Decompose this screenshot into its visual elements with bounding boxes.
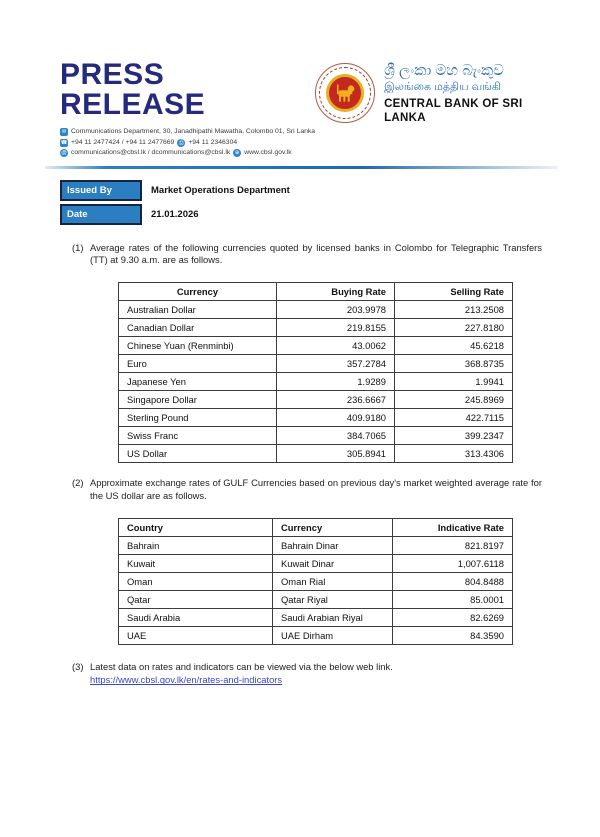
table-cell: 1,007.6118 xyxy=(393,554,513,572)
table-cell: 245.8969 xyxy=(395,391,513,409)
gulf-rates-table xyxy=(118,518,513,645)
table-cell: Australian Dollar xyxy=(119,301,277,319)
table-cell: 305.8941 xyxy=(277,445,395,463)
table-cell: 821.8197 xyxy=(393,536,513,554)
table-cell: Qatar xyxy=(119,590,273,608)
date-label: Date xyxy=(60,204,142,225)
table-cell: 84.3590 xyxy=(393,626,513,644)
bank-name-tamil: இலங்கை மத்திய வங்கி xyxy=(384,81,501,93)
table-row xyxy=(119,572,513,590)
fax-icon: ⎙ xyxy=(179,139,184,146)
table-row xyxy=(119,590,513,608)
table-row xyxy=(119,427,513,445)
central-bank-logo xyxy=(315,63,375,123)
table-cell: 384.7065 xyxy=(277,427,395,445)
table-row xyxy=(119,301,513,319)
tt-rates-table xyxy=(118,282,513,463)
contact-email-line xyxy=(60,148,315,159)
paragraph-1-text: Average rates of the following currencies quoted by licensed banks in Colombo for Telegraphic Transfers (TT) at 9.30 a.m. are as follows. xyxy=(90,241,542,266)
table-cell: 203.9978 xyxy=(277,301,395,319)
contact-website: www.cbsl.gov.lk xyxy=(244,149,292,156)
table-row xyxy=(119,626,513,644)
bank-brand xyxy=(315,61,550,125)
table-cell: 409.9180 xyxy=(277,409,395,427)
table-header-row xyxy=(119,283,513,301)
issue-meta-block xyxy=(60,180,600,225)
table-row xyxy=(119,355,513,373)
table-cell: Qatar Riyal xyxy=(273,590,393,608)
table-cell: 45.6218 xyxy=(395,337,513,355)
table-cell: 357.2784 xyxy=(277,355,395,373)
table-cell: Japanese Yen xyxy=(119,373,277,391)
header-divider xyxy=(45,166,558,169)
table-cell: UAE xyxy=(119,626,273,644)
table-row xyxy=(119,409,513,427)
table-cell: Saudi Arabia xyxy=(119,608,273,626)
document-header xyxy=(0,0,600,159)
table-cell: UAE Dirham xyxy=(273,626,393,644)
table-cell: 219.8155 xyxy=(277,319,395,337)
globe-icon: ⊕ xyxy=(234,150,240,157)
paragraph-2-text: Approximate exchange rates of GULF Currencies based on previous day's market weighted average rate for the US dollar are as follows. xyxy=(90,477,542,501)
table-cell: Euro xyxy=(119,355,277,373)
table-cell: 313.4306 xyxy=(395,445,513,463)
table-row xyxy=(119,319,513,337)
table-cell: Bahrain Dinar xyxy=(273,536,393,554)
paragraph-2 xyxy=(72,477,542,503)
paragraph-1 xyxy=(72,242,542,268)
column-header: Currency xyxy=(273,518,393,536)
bank-name-english: CENTRAL BANK OF SRI LANKA xyxy=(384,98,523,124)
contact-address-line xyxy=(60,127,315,138)
paragraph-3-text: Latest data on rates and indicators can be viewed via the below web link. xyxy=(90,660,393,672)
phone-icon: ☎ xyxy=(60,139,68,146)
table-cell: Oman Rial xyxy=(273,572,393,590)
contact-emails: communications@cbsl.lk / dcommunications@cbsl.lk xyxy=(71,149,231,156)
table-cell: Canadian Dollar xyxy=(119,319,277,337)
table-cell: 236.6667 xyxy=(277,391,395,409)
paragraph-1-number: (1) xyxy=(72,241,84,253)
table-cell: 399.2347 xyxy=(395,427,513,445)
contact-address: Communications Department, 30, Janadhipathi Mawatha, Colombo 01, Sri Lanka xyxy=(71,128,316,135)
table-row xyxy=(119,337,513,355)
table-cell: 43.0062 xyxy=(277,337,395,355)
rates-and-indicators-link[interactable]: https://www.cbsl.gov.lk/en/rates-and-indicators xyxy=(90,674,283,686)
table-cell: 227.8180 xyxy=(395,319,513,337)
issued-by-label: Issued By xyxy=(60,180,142,201)
table-row xyxy=(119,536,513,554)
column-header: Currency xyxy=(119,283,277,301)
mail-icon: ✉ xyxy=(61,129,67,136)
table-cell: Kuwait xyxy=(119,554,273,572)
column-header: Indicative Rate xyxy=(393,518,513,536)
table-cell: 1.9289 xyxy=(277,373,395,391)
logo-outer-ring xyxy=(319,67,371,119)
table-row xyxy=(119,554,513,572)
date-value: 21.01.2026 xyxy=(151,208,199,220)
table-cell: Swiss Franc xyxy=(119,427,277,445)
table-cell: 1.9941 xyxy=(395,373,513,391)
date-row xyxy=(60,204,600,225)
column-header: Buying Rate xyxy=(277,283,395,301)
table-cell: Oman xyxy=(119,572,273,590)
contact-block xyxy=(60,127,315,159)
table-cell: Saudi Arabian Riyal xyxy=(273,608,393,626)
paragraph-2-number: (2) xyxy=(72,477,84,489)
table-row xyxy=(119,373,513,391)
contact-fax: +94 11 2346304 xyxy=(188,138,238,146)
bank-name-sinhala: ශ්‍රී ලංකා මහ බැංකුව xyxy=(384,62,504,79)
paragraph-3-number: (3) xyxy=(72,660,84,672)
table-row xyxy=(119,391,513,409)
table-row xyxy=(119,445,513,463)
table-row xyxy=(119,608,513,626)
email-icon: @ xyxy=(61,150,67,157)
table-cell: 368.8735 xyxy=(395,355,513,373)
table-cell: Bahrain xyxy=(119,536,273,554)
table-cell: US Dollar xyxy=(119,445,277,463)
table-cell: Sterling Pound xyxy=(119,409,277,427)
issued-by-value: Market Operations Department xyxy=(151,184,290,196)
paragraph-3 xyxy=(72,661,542,674)
header-left xyxy=(60,60,315,159)
table-cell: Singapore Dollar xyxy=(119,391,277,409)
table-cell: Kuwait Dinar xyxy=(273,554,393,572)
contact-phone-line xyxy=(60,138,315,149)
column-header: Country xyxy=(119,518,273,536)
contact-phones: +94 11 2477424 / +94 11 2477669 xyxy=(71,138,175,146)
column-header: Selling Rate xyxy=(395,283,513,301)
table-cell: Chinese Yuan (Renminbi) xyxy=(119,337,277,355)
issued-by-row xyxy=(60,180,600,201)
bank-names xyxy=(384,61,550,125)
table-cell: 804.8488 xyxy=(393,572,513,590)
table-cell: 422.7115 xyxy=(395,409,513,427)
table-cell: 82.6269 xyxy=(393,608,513,626)
table-header-row xyxy=(119,518,513,536)
table-cell: 213.2508 xyxy=(395,301,513,319)
press-release-title: PRESS RELEASE xyxy=(60,58,206,121)
table-cell: 85.0001 xyxy=(393,590,513,608)
